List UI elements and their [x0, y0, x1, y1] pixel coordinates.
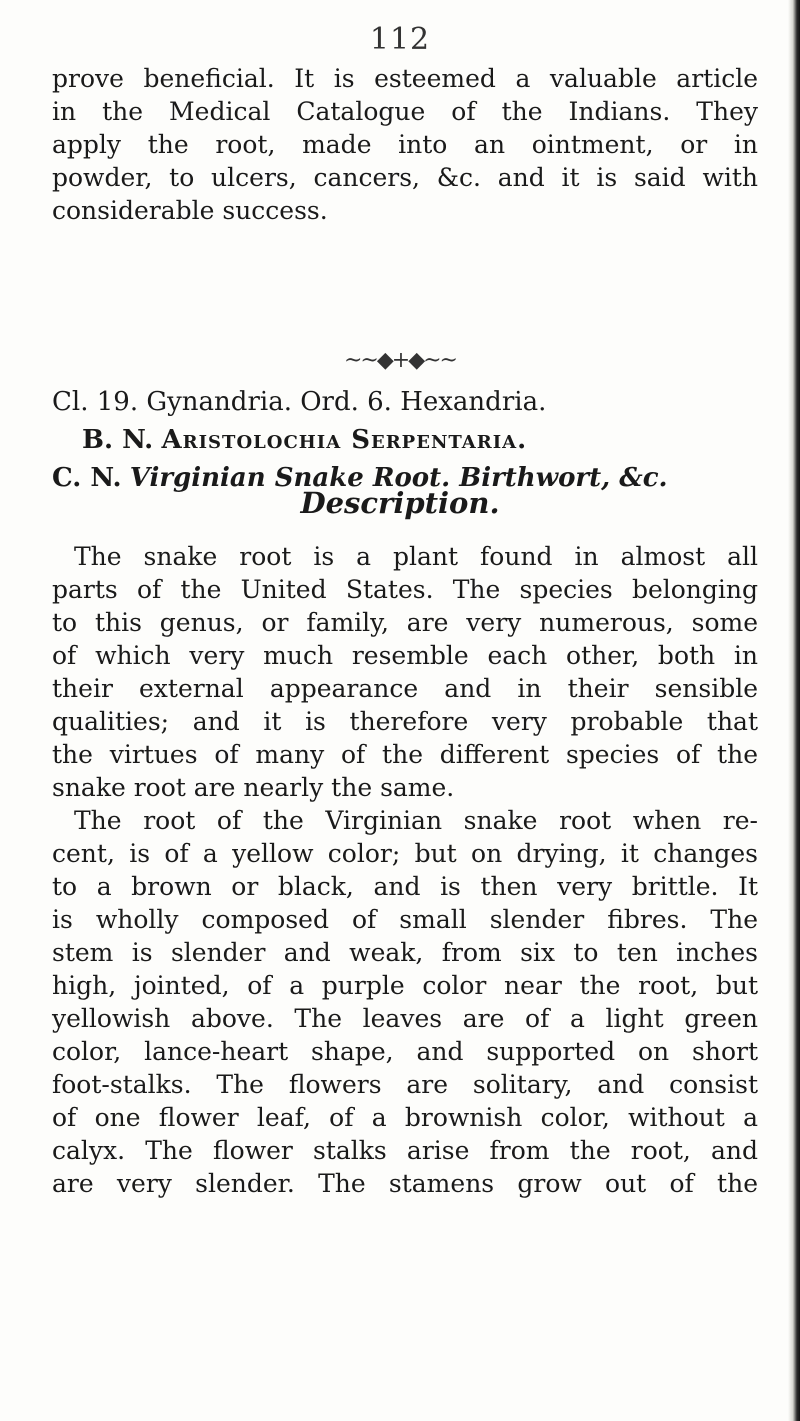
body-line: is wholly composed of small slender fibres. The — [52, 905, 758, 934]
body-line: qualities; and it is therefore very probable that — [52, 707, 758, 736]
body-line: snake root are nearly the same. — [52, 773, 455, 802]
body-line: the virtues of many of the different species of the — [52, 740, 758, 769]
body-line: yellowish above. The leaves are of a light green — [52, 1004, 758, 1033]
botanical-name: Aristolochia Serpentaria. — [161, 425, 528, 455]
class-order-line: Cl. 19. Gynandria. Ord. 6. Hexandria. — [52, 387, 547, 417]
body-line: calyx. The flower stalks arise from the root, and — [52, 1136, 758, 1165]
botanical-prefix: B. N. — [82, 425, 154, 455]
body-line: to a brown or black, and is then very brittle. It — [52, 872, 758, 901]
botanical-name-line — [52, 421, 758, 459]
body-line: to this genus, or family, are very numerous, some — [52, 608, 758, 637]
section-heading: Description. — [300, 486, 500, 520]
body-line: high, jointed, of a purple color near the root, but — [52, 971, 758, 1000]
classification-block — [52, 383, 758, 497]
common-name: Virginian Snake Root. Birthwort, &c. — [129, 463, 668, 493]
intro-line: in the Medical Catalogue of the Indians. They — [52, 97, 758, 126]
page-edge-shadow — [788, 0, 800, 1421]
body-line: stem is slender and weak, from six to ten inches — [52, 938, 758, 967]
page-number: 112 — [369, 22, 431, 57]
intro-line: prove beneficial. It is esteemed a valuable article — [52, 64, 758, 93]
intro-paragraph — [52, 62, 758, 227]
body-line: cent, is of a yellow color; but on drying, it changes — [52, 839, 758, 868]
common-prefix: C. N. — [52, 463, 122, 493]
body-line: The root of the Virginian snake root when re- — [74, 806, 758, 835]
body-line: foot-stalks. The flowers are solitary, and consist — [52, 1070, 758, 1099]
intro-line: considerable success. — [52, 196, 328, 225]
body-line: parts of the United States. The species belonging — [52, 575, 758, 604]
body-line: of which very much resemble each other, both in — [52, 641, 758, 670]
description-body — [52, 540, 758, 1200]
body-line: are very slender. The stamens grow out of the — [52, 1169, 758, 1198]
body-line: The snake root is a plant found in almost all — [74, 542, 758, 571]
section-ornament: ~~◆+◆~~ — [343, 348, 456, 373]
body-line: color, lance-heart shape, and supported on short — [52, 1037, 758, 1066]
body-line: their external appearance and in their sensible — [52, 674, 758, 703]
intro-line: powder, to ulcers, cancers, &c. and it is said with — [52, 163, 758, 192]
intro-line: apply the root, made into an ointment, or in — [52, 130, 758, 159]
body-line: of one flower leaf, of a brownish color, without a — [52, 1103, 758, 1132]
